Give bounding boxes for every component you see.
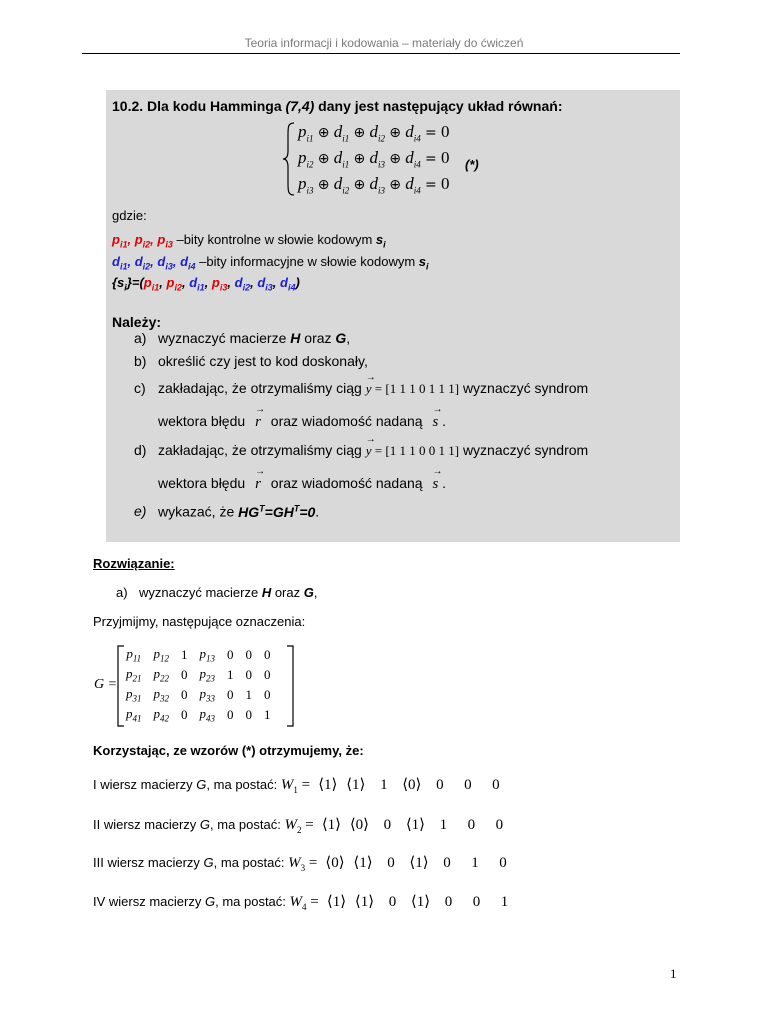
required-heading: Należy: [112, 314, 162, 330]
item-c-r: r [255, 414, 261, 430]
page-number: 1 [670, 966, 677, 981]
info-bits-desc: –bity informacyjne w słowie kodowym [199, 254, 419, 269]
w-value: ⟨1⟩ [346, 777, 366, 793]
matrix-cell: $p_{11}$ [126, 646, 142, 664]
matrix-cell: $p_{41}$ [126, 706, 142, 724]
item-b-label: b) [134, 353, 147, 369]
codeword-sub2: i [426, 261, 429, 272]
matrix-cell: $p_{32}$ [153, 686, 169, 704]
w-value: 0 [464, 777, 472, 793]
g-row-label: I wiersz macierzy [93, 777, 197, 792]
matrix-cell: $p_{42}$ [153, 706, 169, 724]
w-value: ⟨1⟩ [405, 817, 426, 833]
item-b-text: określić czy jest to kod doskonały, [158, 353, 368, 369]
sol-a-end: , [313, 585, 318, 600]
item-e-gh: =GH [264, 503, 294, 520]
item-a-G: G [335, 330, 347, 346]
info-bits-line: $d_{i1}$, $d_{i2}$, $d_{i3}$, $d_{i4}$ –bity informacyjne w słowie kodowym $s_i$ [112, 254, 429, 272]
equation-system [298, 122, 450, 200]
w-value: 0 [499, 855, 507, 871]
notation-text: Przyjmijmy, następujące oznaczenia: [93, 614, 306, 629]
codeword-s2: s [418, 254, 427, 269]
matrix-cell: $p_{23}$ [199, 666, 215, 684]
item-c-l2b: oraz wiadomość nadaną [270, 413, 423, 429]
matrix-row [120, 665, 277, 685]
w-value: 1 [380, 777, 388, 793]
item-a-text [158, 330, 350, 346]
w-value: 0 [443, 855, 451, 871]
matrix-cell: 0 [181, 687, 188, 702]
matrix-cell: $p_{31}$ [126, 686, 142, 704]
w-value: 0 [467, 817, 476, 833]
codeword-sub: i [383, 239, 386, 250]
item-e-zero: =0 [299, 503, 316, 520]
matrix-cell: 0 [245, 667, 252, 682]
w-symbol: $W_2$ = [284, 817, 318, 835]
matrix-cell: 0 [264, 647, 271, 662]
sol-a-G: G [303, 585, 314, 600]
code-params: (7,4) [285, 98, 315, 114]
item-a-and: oraz [300, 330, 336, 346]
matrix-cell: $p_{43}$ [199, 706, 215, 724]
w-value: ⟨1⟩ [353, 855, 373, 871]
item-c-vector: y → = [1 1 1 0 1 1 1] [365, 372, 460, 396]
codeword-set: $\{s_i\}=(p_{i1}$, $p_{i2}$, $d_{i1}$, $p_{i3}$, $d_{i2}$, $d_{i3}$, $d_{i4}$) [112, 275, 300, 293]
matrix-g [120, 645, 277, 725]
set-end: ) [295, 275, 300, 290]
w-value: 1 [439, 817, 448, 833]
matrix-cell: 1 [264, 707, 271, 722]
task-number: 10.2. [112, 98, 144, 114]
item-e-end: . [315, 503, 320, 520]
w-value: 0 [388, 894, 397, 910]
w-value: 0 [495, 817, 504, 833]
task-intro-end: dany jest następujący układ równań: [314, 98, 563, 114]
codeword-s: s [375, 232, 384, 247]
item-d-l2a: wektora błędu [158, 475, 246, 491]
item-d-r: r [255, 476, 261, 492]
task-intro: Dla kodu Hamminga [147, 98, 286, 114]
matrix-cell: 1 [181, 647, 188, 662]
w-symbol: $W_3$ = [288, 855, 322, 873]
g-row-label: III wiersz macierzy [93, 855, 204, 870]
using-heading: Korzystając, ze wzorów (*) otrzymujemy, że: [93, 743, 364, 758]
matrix-cell: 0 [181, 667, 188, 682]
item-c-line2: wektora błędu r → oraz wiadomość nadaną s → . [158, 404, 447, 430]
item-e-t1: wykazać, że [158, 503, 239, 520]
item-a-label: a) [134, 330, 147, 346]
item-d-vector: y → = [1 1 1 0 0 1 1] [365, 434, 460, 458]
g-row-1: I wiersz macierzy G, ma postać: $W_1$ = ⟨1⟩ ⟨1⟩ 1 ⟨0⟩ 0 0 0 [93, 775, 510, 795]
matrix-cell: 0 [245, 707, 252, 722]
item-c-label: c) [134, 380, 146, 396]
equation-label: (*) [465, 157, 479, 172]
w-value: ⟨0⟩ [402, 777, 422, 793]
solution-a-text [139, 585, 317, 600]
task-title [112, 98, 562, 114]
solution-a-label: a) [116, 585, 128, 600]
matrix-cell: 0 [227, 687, 234, 702]
w-value: 1 [500, 894, 509, 910]
w-value: 0 [383, 817, 392, 833]
matrix-cell: 0 [181, 707, 188, 722]
eq-rhs: 0 [441, 174, 450, 193]
matrix-cell: $p_{13}$ [199, 646, 215, 664]
sol-a-and: oraz [271, 585, 304, 600]
equation-brace [282, 121, 296, 197]
item-d-t2: wyznaczyć syndrom [462, 442, 589, 458]
item-e-hg: HG [238, 503, 260, 520]
g-row-label: II wiersz macierzy [93, 817, 200, 832]
matrix-cell: $p_{22}$ [153, 666, 169, 684]
matrix-cell: 0 [227, 707, 234, 722]
matrix-cell: 0 [264, 667, 271, 682]
equation-2: $p_{i2}$ ⊕ $d_{i1}$ ⊕ $d_{i3}$ ⊕ $d_{i4} = 0$ [298, 148, 450, 170]
set-right: }=( [126, 275, 144, 290]
w-value: ⟨1⟩ [409, 855, 429, 871]
item-d-label: d) [134, 442, 147, 458]
matrix-cell: 0 [245, 647, 252, 662]
item-e-text [158, 503, 319, 520]
item-a-end: , [346, 330, 351, 346]
matrix-row [120, 685, 277, 705]
solution-heading: Rozwiązanie: [93, 556, 175, 571]
item-c-s: s [432, 414, 439, 430]
matrix-cell: $p_{33}$ [199, 686, 215, 704]
w-value: ⟨1⟩ [410, 894, 431, 910]
w-value: ⟨1⟩ [326, 894, 347, 910]
w-value: ⟨1⟩ [321, 817, 342, 833]
equation-3: $p_{i3}$ ⊕ $d_{i2}$ ⊕ $d_{i3}$ ⊕ $d_{i4} = 0$ [298, 174, 450, 196]
w-value: 0 [444, 894, 453, 910]
item-d-line2: wektora błędu r → oraz wiadomość nadaną s → . [158, 466, 447, 492]
g-row-3: III wiersz macierzy G, ma postać: $W_3$ = ⟨0⟩ ⟨1⟩ 0 ⟨1⟩ 0 1 0 [93, 853, 517, 873]
item-c-t1: zakładając, że otrzymaliśmy ciąg [158, 380, 362, 396]
sol-a-H: H [261, 585, 272, 600]
w-value: ⟨1⟩ [354, 894, 375, 910]
where-label: gdzie: [112, 208, 147, 223]
check-bits-desc: –bity kontrolne w słowie kodowym [176, 232, 376, 247]
w-value: 0 [436, 777, 444, 793]
matrix-cell: $p_{12}$ [153, 646, 169, 664]
w-value: ⟨0⟩ [325, 855, 345, 871]
w-value: ⟨1⟩ [318, 777, 338, 793]
item-c-t2: wyznaczyć syndrom [462, 380, 589, 396]
g-row-label: IV wiersz macierzy [93, 894, 205, 909]
w-symbol: $W_1$ = [280, 777, 314, 795]
sol-a-t1: wyznaczyć macierze [139, 585, 262, 600]
item-d-text [158, 434, 589, 459]
set-sub: i [124, 282, 127, 293]
w-value: 0 [492, 777, 500, 793]
item-c-vector-vals: [1 1 1 0 1 1 1] [385, 381, 460, 396]
w-symbol: $W_4$ = [289, 894, 323, 912]
equation-1: $p_{i1}$ ⊕ $d_{i1}$ ⊕ $d_{i2}$ ⊕ $d_{i4} = 0$ [298, 122, 450, 144]
g-row-2: II wiersz macierzy G, ma postać: $W_2$ = ⟨1⟩ ⟨0⟩ 0 ⟨1⟩ 1 0 0 [93, 815, 513, 835]
matrix-cell: 1 [245, 687, 252, 702]
set-left: {s [112, 275, 125, 290]
g-row-4: IV wiersz macierzy G, ma postać: $W_4$ = ⟨1⟩ ⟨1⟩ 0 ⟨1⟩ 0 0 1 [93, 892, 518, 912]
item-a-H: H [290, 330, 301, 346]
eq-rhs: 0 [441, 148, 450, 167]
item-e-label: e) [134, 503, 147, 519]
check-bits-line: $p_{i1}$, $p_{i2}$, $p_{i3}$ –bity kontrolne w słowie kodowym $s_i$ [112, 232, 386, 250]
matrix-cell: 1 [227, 667, 234, 682]
matrix-cell: 0 [227, 647, 234, 662]
matrix-right-bracket [285, 645, 295, 727]
w-value: ⟨0⟩ [349, 817, 370, 833]
w-value: 0 [387, 855, 395, 871]
eq-rhs: 0 [441, 122, 450, 141]
header-rule [82, 53, 680, 54]
item-e-T: T [259, 503, 265, 513]
item-d-t1: zakładając, że otrzymaliśmy ciąg [158, 442, 362, 458]
matrix-cell: 0 [264, 687, 271, 702]
item-a-t1: wyznaczyć macierze [158, 330, 291, 346]
page-header: Teoria informacji i kodowania – materiały do ćwiczeń [244, 36, 524, 50]
item-c-l2a: wektora błędu [158, 413, 246, 429]
item-d-l2b: oraz wiadomość nadaną [270, 475, 423, 491]
matrix-cell: $p_{21}$ [126, 666, 142, 684]
item-d-vector-vals: [1 1 1 0 0 1 1] [385, 443, 460, 458]
matrix-row [120, 705, 277, 725]
w-value: 1 [471, 855, 479, 871]
matrix-name: G = [94, 677, 118, 692]
item-e-T2: T [293, 503, 300, 513]
item-c-text [158, 372, 589, 397]
w-value: 0 [472, 894, 481, 910]
item-d-s: s [432, 476, 439, 492]
matrix-row [120, 645, 277, 665]
